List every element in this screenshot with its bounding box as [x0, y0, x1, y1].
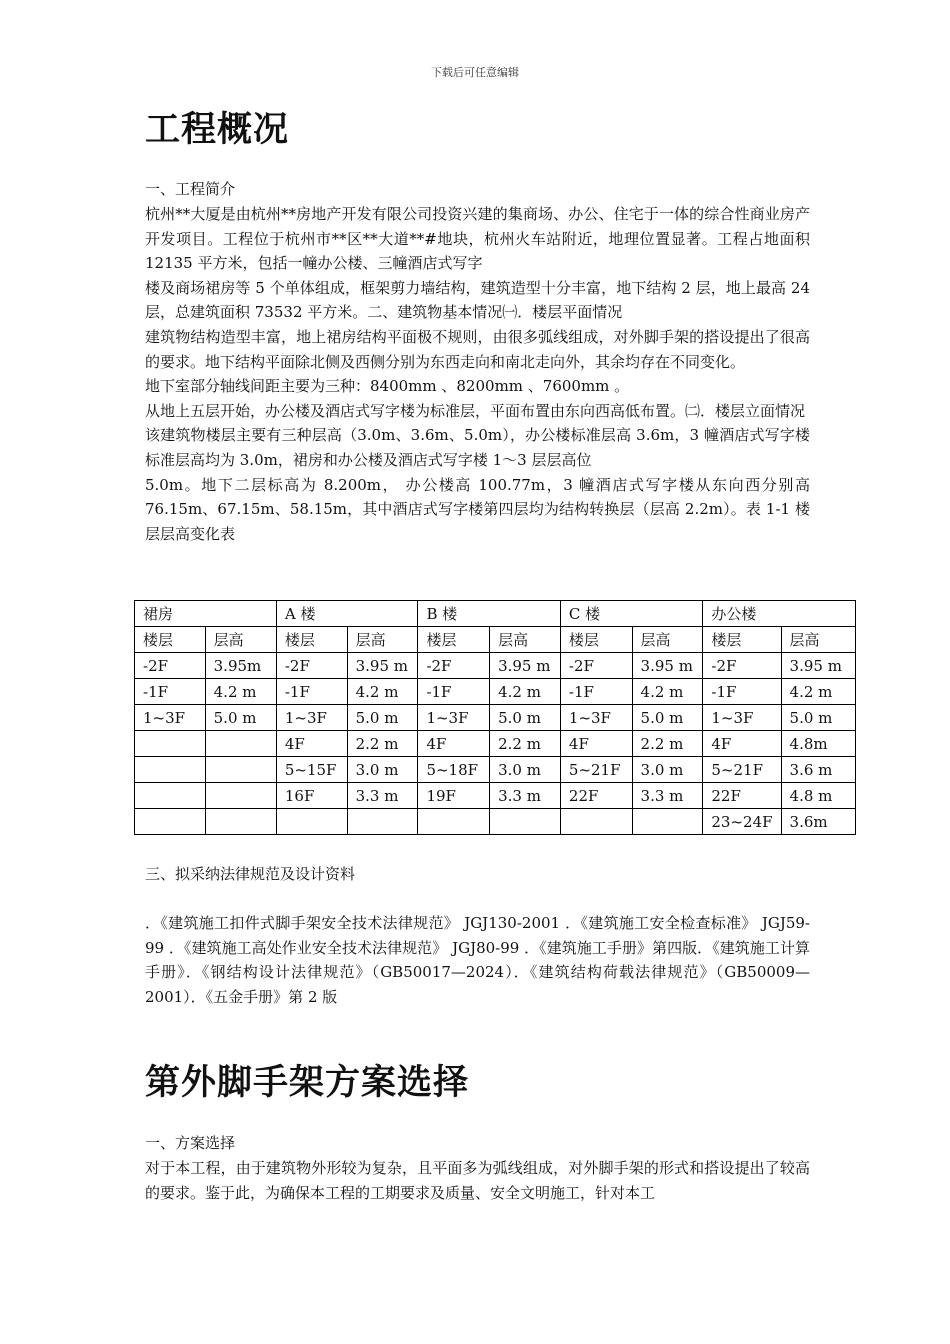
table-cell: 3.0 m [490, 757, 561, 783]
table-cell: -2F [703, 653, 781, 679]
intro-body [145, 202, 810, 546]
table-cell: 3.95m [205, 653, 276, 679]
column-header: 层高 [490, 627, 561, 653]
column-header: 层高 [205, 627, 276, 653]
table-cell: 3.95 m [490, 653, 561, 679]
column-header: 层高 [781, 627, 855, 653]
group-header-office: 办公楼 [703, 601, 856, 627]
references-paragraph: ．《建筑施工扣件式脚手架安全技术法律规范》 JGJ130-2001 ．《建筑施工安全检查标准》 JGJ59-99 ．《建筑施工高处作业安全技术法律规范》 JGJ80-99 ．《建筑施工手册》第四版．《建筑施工计算手册》．《钢结构设计法律规范》（GB50017—2024）．《建筑结构荷载法律规范》（GB50009—2001）．《五金手册》第 2 版 [145, 914, 810, 1006]
column-header: 楼层 [418, 627, 490, 653]
table-cell [632, 809, 703, 835]
table-cell: 3.0 m [632, 757, 703, 783]
table-cell: 3.3 m [347, 783, 418, 809]
table-cell [135, 731, 206, 757]
paragraph: 建筑物结构造型丰富，地上裙房结构平面极不规则，由很多弧线组成，对外脚手架的搭设提出了很高的要求。地下结构平面除北侧及西侧分别为东西走向和南北走向外，其余均存在不同变化。 [145, 327, 810, 371]
table-cell: 22F [703, 783, 781, 809]
table-cell [135, 757, 206, 783]
table-cell: -2F [135, 653, 206, 679]
table-row [135, 705, 856, 731]
table-cell: 3.3 m [632, 783, 703, 809]
table-cell: 16F [276, 783, 347, 809]
table-cell: -1F [560, 679, 632, 705]
paragraph: 5.0m。地下二层标高为 8.200m， 办公楼高 100.77m，3 幢酒店式写字楼从东向西分别高 76.15m、67.15m、58.15m，其中酒店式写字楼第四层均为结构转换层（层高 2.2m）。表 1-1 楼层层高变化表 [145, 475, 810, 543]
table-cell: -1F [135, 679, 206, 705]
table-row [135, 783, 856, 809]
table-cell: -2F [418, 653, 490, 679]
table-cell [205, 783, 276, 809]
paragraph: 该建筑物楼层主要有三种层高（3.0m、3.6m、5.0m），办公楼标准层高 3.6m，3 幢酒店式写字楼标准层高均为 3.0m，裙房和办公楼及酒店式写字楼 1～3 层层高位 [145, 426, 810, 469]
table-cell [276, 809, 347, 835]
table-cell: 4.2 m [490, 679, 561, 705]
table-cell [205, 731, 276, 757]
paragraph: 楼及商场裙房等 5 个单体组成，框架剪力墙结构，建筑造型十分丰富，地下结构 2 层，地上最高 24 层，总建筑面积 73532 平方米。二、建筑物基本情况㈠．楼层平面情况 [145, 278, 810, 322]
table-cell: -2F [276, 653, 347, 679]
table-cell: 1~3F [276, 705, 347, 731]
paragraph: 杭州**大厦是由杭州**房地产开发有限公司投资兴建的集商场、办公、住宅于一体的综合性商业房产开发项目。工程位于杭州市**区**大道**#地块，杭州火车站附近，地理位置显著。工程占地面积 12135 平方米，包括一幢办公楼、三幢酒店式写字 [145, 205, 810, 273]
table-cell: 5.0 m [490, 705, 561, 731]
table-row [135, 757, 856, 783]
table-cell [135, 783, 206, 809]
table-cell: 22F [560, 783, 632, 809]
plan-selection-paragraph: 对于本工程，由于建筑物外形较为复杂，且平面多为弧线组成，对外脚手架的形式和搭设提出了较高的要求。鉴于此，为确保本工程的工期要求及质量、安全文明施工，针对本工 [145, 1159, 810, 1202]
table-cell [135, 809, 206, 835]
floor-height-table [134, 600, 856, 835]
subsection-title-intro: 一、工程简介 [145, 180, 236, 198]
table-cell: 3.0 m [347, 757, 418, 783]
group-header-building-a: A 楼 [276, 601, 418, 627]
table-cell [490, 809, 561, 835]
table-cell: 4.2 m [205, 679, 276, 705]
table-cell: 3.95 m [781, 653, 855, 679]
table-cell: 2.2 m [632, 731, 703, 757]
table-cell: 4.8m [781, 731, 855, 757]
table-cell: 2.2 m [490, 731, 561, 757]
column-header: 层高 [632, 627, 703, 653]
table-cell: 5~18F [418, 757, 490, 783]
column-header: 楼层 [703, 627, 781, 653]
table-cell: 4F [418, 731, 490, 757]
group-header-podium: 裙房 [135, 601, 277, 627]
table-cell: 5.0 m [347, 705, 418, 731]
subsection-title-regulations: 三、拟采纳法律规范及设计资料 [145, 865, 356, 883]
table-row [135, 679, 856, 705]
table-cell [560, 809, 632, 835]
table-cell: -1F [276, 679, 347, 705]
subsection-title-plan-selection: 一、方案选择 [145, 1134, 236, 1152]
table-cell: 5~15F [276, 757, 347, 783]
table-group-header-row [135, 601, 856, 627]
table-cell [205, 809, 276, 835]
table-row [135, 809, 856, 835]
table-cell: 19F [418, 783, 490, 809]
table-cell: 1~3F [703, 705, 781, 731]
table-cell [205, 757, 276, 783]
page-header: 下载后可任意编辑 [431, 66, 519, 79]
table-subheader-row [135, 627, 856, 653]
section-title-scaffold-plan: 第外脚手架方案选择 [145, 1063, 470, 1103]
table-cell: 3.95 m [347, 653, 418, 679]
table-row [135, 653, 856, 679]
table-cell: -2F [560, 653, 632, 679]
table-cell [347, 809, 418, 835]
table-cell: 4F [276, 731, 347, 757]
table-cell: 3.6 m [781, 757, 855, 783]
group-header-building-c: C 楼 [560, 601, 702, 627]
paragraph: 地下室部分轴线间距主要为三种：8400mm 、8200mm 、7600mm 。 [145, 377, 630, 396]
table-row [135, 731, 856, 757]
table-cell: 4.2 m [347, 679, 418, 705]
column-header: 楼层 [276, 627, 347, 653]
table-cell: 4F [560, 731, 632, 757]
column-header: 楼层 [560, 627, 632, 653]
table-cell: 4.2 m [632, 679, 703, 705]
table-cell: 3.95 m [632, 653, 703, 679]
table-cell: 1~3F [560, 705, 632, 731]
table-cell: 5~21F [560, 757, 632, 783]
column-header: 层高 [347, 627, 418, 653]
table-cell: 5.0 m [205, 705, 276, 731]
table-cell: 5~21F [703, 757, 781, 783]
table-cell: -1F [418, 679, 490, 705]
table-cell: 5.0 m [632, 705, 703, 731]
column-header: 楼层 [135, 627, 206, 653]
paragraph: 从地上五层开始，办公楼及酒店式写字楼为标准层，平面布置由东向西高低布置。㈡．楼层立面情况 [145, 401, 806, 420]
section-title-overview: 工程概况 [145, 110, 290, 150]
table-cell: 4.8 m [781, 783, 855, 809]
table-cell: 23~24F [703, 809, 781, 835]
table-cell: 3.6m [781, 809, 855, 835]
table-cell [418, 809, 490, 835]
table-cell: -1F [703, 679, 781, 705]
table-cell: 2.2 m [347, 731, 418, 757]
table-cell: 4.2 m [781, 679, 855, 705]
table-cell: 4F [703, 731, 781, 757]
table-cell: 1~3F [135, 705, 206, 731]
table-cell: 5.0 m [781, 705, 855, 731]
group-header-building-b: B 楼 [418, 601, 560, 627]
table-cell: 1~3F [418, 705, 490, 731]
table-cell: 3.3 m [490, 783, 561, 809]
